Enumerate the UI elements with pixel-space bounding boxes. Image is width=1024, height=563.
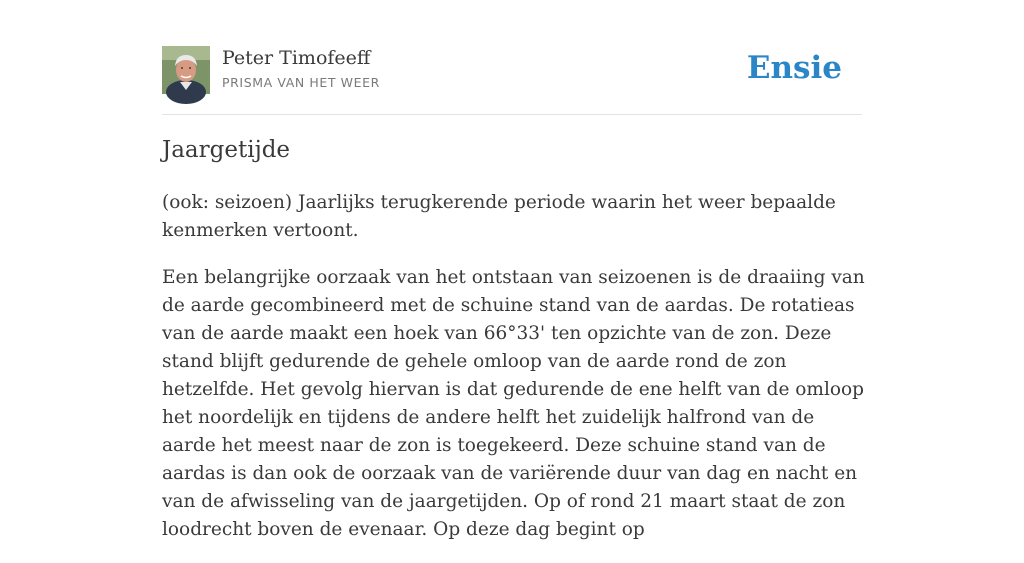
article-title: Jaargetijde xyxy=(162,137,291,163)
author-name[interactable]: Peter Timofeeff xyxy=(222,47,371,69)
author-subtitle[interactable]: PRISMA VAN HET WEER xyxy=(222,75,380,90)
article-paragraph: Een belangrijke oorzaak van het ontstaan van seizoenen is de draaiing van de aarde gecombineerd met de schuine stand van de aardas. De rotatieas van de aarde maakt een hoek van 66°33' ten opzichte van de zon. Deze stand blijft gedurende de gehele omloop van de aarde rond de zon hetzelfde. Het gevolg hiervan is dat gedurende de ene helft van de omloop het noordelijk en tijdens de andere helft het zuidelijk halfrond van de aarde het meest naar de zon is toegekeerd. Deze schuine stand van de aardas is dan ook de oorzaak van de variërende duur van dag en nacht en van de afwisseling van de jaargetijden. Op of rond 21 maart staat de zon loodrecht boven de evenaar. Op deze dag begint op xyxy=(162,267,865,540)
author-avatar[interactable] xyxy=(162,46,210,94)
header xyxy=(162,46,862,115)
article-body xyxy=(162,189,867,563)
ensie-logo[interactable]: Ensie xyxy=(746,50,842,86)
avatar-photo xyxy=(162,46,210,94)
article-paragraph: (ook: seizoen) Jaarlijks terugkerende periode waarin het weer bepaalde kenmerken vertoont. xyxy=(162,192,836,241)
